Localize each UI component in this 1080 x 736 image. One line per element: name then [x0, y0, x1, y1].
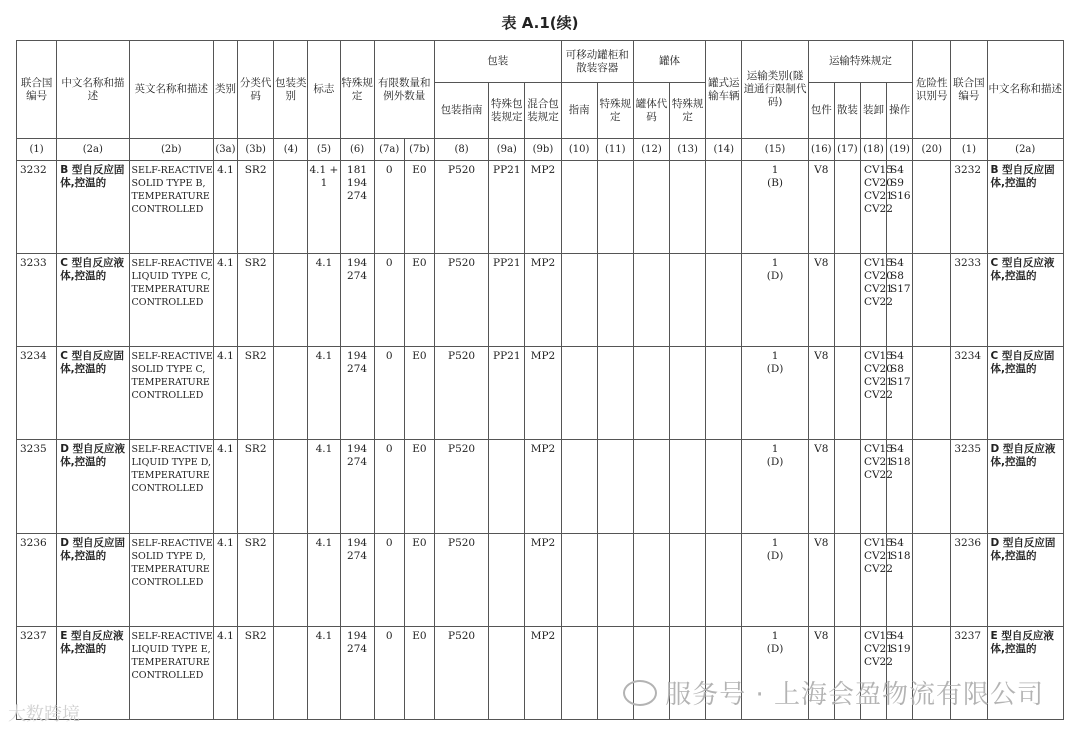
column-number: (9a): [489, 139, 525, 161]
un-no-right-cell: 3234: [951, 347, 987, 440]
header-portable-tanks: 可移动罐柜和散装容器: [561, 41, 633, 83]
column-number: (7b): [404, 139, 434, 161]
labels-cell: 4.1: [308, 254, 340, 347]
limited-quantity-cell: 0: [374, 440, 404, 533]
column-number: (15): [742, 139, 808, 161]
special-provisions-cell: 194 274: [340, 533, 374, 626]
un-no-cell: 3235: [17, 440, 57, 533]
labels-cell: 4.1 + 1: [308, 161, 340, 254]
packing-instructions-cell: P520: [434, 254, 488, 347]
column-number: (13): [670, 139, 706, 161]
tank-special-cell: [670, 161, 706, 254]
name-cn-right-cell: [987, 161, 1064, 254]
packing-instructions-cell: P520: [434, 533, 488, 626]
packing-group-cell: [274, 440, 308, 533]
ts-package-cell: V8: [808, 626, 834, 719]
watermark-text: 服务号 · 上海会盈物流有限公司: [665, 680, 1044, 710]
excepted-quantity-cell: E0: [404, 254, 434, 347]
column-number: (2a): [57, 139, 129, 161]
un-no-cell: 3237: [17, 626, 57, 719]
transport-category-cell: 1 (D): [742, 440, 808, 533]
special-provisions-cell: 194 274: [340, 254, 374, 347]
header-hazard-id: 危险性识别号: [913, 41, 951, 139]
ts-loading-cell: CV15 CV21 CV22: [860, 626, 886, 719]
header-un-no: 联合国编号: [17, 41, 57, 139]
table-title: 表 A.1(续): [501, 14, 579, 32]
name-cn-cell: [57, 533, 129, 626]
name-cn-text: 型自反应固体,控温的: [990, 350, 1055, 376]
column-number: (11): [597, 139, 633, 161]
column-number: (20): [913, 139, 951, 161]
ts-package-cell: V8: [808, 533, 834, 626]
tank-code-cell: [633, 533, 669, 626]
classification-code-cell: SR2: [238, 626, 274, 719]
name-en-cell: SELF-REACTIVE SOLID TYPE D, TEMPERATURE CONTROLLED: [129, 533, 213, 626]
column-number: (12): [633, 139, 669, 161]
header-class: 类别: [213, 41, 237, 139]
name-cn-type-letter: C: [990, 350, 999, 363]
portable-special-cell: [597, 347, 633, 440]
tank-special-cell: [670, 254, 706, 347]
mixed-packing-cell: MP2: [525, 254, 561, 347]
header-special-provisions: 特殊规定: [340, 41, 374, 139]
corner-mark: 大数跨境: [8, 704, 80, 725]
packing-group-cell: [274, 347, 308, 440]
packing-group-cell: [274, 533, 308, 626]
column-number: (17): [834, 139, 860, 161]
header-limited-quantities: 有限数量和例外数量: [374, 41, 434, 139]
classification-code-cell: SR2: [238, 533, 274, 626]
un-no-cell: 3232: [17, 161, 57, 254]
header-ts-package: 包件: [808, 83, 834, 139]
column-number: (8): [434, 139, 488, 161]
limited-quantity-cell: 0: [374, 347, 404, 440]
name-cn-right-cell: [987, 254, 1064, 347]
excepted-quantity-cell: E0: [404, 626, 434, 719]
column-number: (6): [340, 139, 374, 161]
header-name-en: 英文名称和描述: [129, 41, 213, 139]
column-number: (2a): [987, 139, 1064, 161]
un-no-cell: 3234: [17, 347, 57, 440]
classification-code-cell: SR2: [238, 254, 274, 347]
portable-special-cell: [597, 533, 633, 626]
column-number: (19): [887, 139, 913, 161]
hazard-id-cell: [913, 347, 951, 440]
hazard-id-cell: [913, 161, 951, 254]
transport-category-cell: 1 (B): [742, 161, 808, 254]
transport-category-cell: 1 (D): [742, 347, 808, 440]
portable-instructions-cell: [561, 626, 597, 719]
packing-instructions-cell: P520: [434, 161, 488, 254]
ts-package-cell: V8: [808, 440, 834, 533]
tank-special-cell: [670, 440, 706, 533]
excepted-quantity-cell: E0: [404, 347, 434, 440]
header-tank-special: 特殊规定: [670, 83, 706, 139]
header-tank-vehicle: 罐式运输车辆: [706, 41, 742, 139]
column-number: (1): [17, 139, 57, 161]
ts-operation-cell: S4 S18: [887, 533, 913, 626]
name-cn-text: 型自反应固体,控温的: [990, 536, 1056, 562]
header-ts-bulk: 散装: [834, 83, 860, 139]
name-cn-type-letter: E: [990, 629, 998, 642]
tank-vehicle-cell: [706, 533, 742, 626]
special-packing-cell: PP21: [489, 347, 525, 440]
ts-loading-cell: CV15 CV21 CV22: [860, 533, 886, 626]
header-transport-special: 运输特殊规定: [808, 41, 912, 83]
limited-quantity-cell: 0: [374, 161, 404, 254]
class-cell: 4.1: [213, 161, 237, 254]
transport-category-cell: 1 (D): [742, 533, 808, 626]
tank-code-cell: [633, 440, 669, 533]
name-cn-text: 型自反应液体,控温的: [990, 629, 1054, 655]
ts-loading-cell: CV15 CV20 CV21 CV22: [860, 347, 886, 440]
classification-code-cell: SR2: [238, 347, 274, 440]
transport-category-cell: 1 (D): [742, 254, 808, 347]
packing-instructions-cell: P520: [434, 347, 488, 440]
name-cn-cell: [57, 161, 129, 254]
hazard-id-cell: [913, 440, 951, 533]
column-number: (2b): [129, 139, 213, 161]
name-cn-type-letter: D: [60, 536, 69, 549]
table-row: [17, 533, 1064, 626]
column-number: (3b): [238, 139, 274, 161]
class-cell: 4.1: [213, 533, 237, 626]
header-tank: 罐体: [633, 41, 705, 83]
portable-special-cell: [597, 161, 633, 254]
ts-loading-cell: CV15 CV20 CV21 CV22: [860, 161, 886, 254]
column-number: (7a): [374, 139, 404, 161]
header-portable-special: 特殊规定: [597, 83, 633, 139]
ts-operation-cell: S4 S8 S17: [887, 347, 913, 440]
header-ts-operation: 操作: [887, 83, 913, 139]
ts-loading-cell: CV15 CV20 CV21 CV22: [860, 254, 886, 347]
ts-package-cell: V8: [808, 347, 834, 440]
packing-group-cell: [274, 254, 308, 347]
column-number: (14): [706, 139, 742, 161]
name-cn-type-letter: D: [990, 443, 1000, 456]
portable-instructions-cell: [561, 347, 597, 440]
header-packaging: 包装: [434, 41, 561, 83]
table-row: [17, 161, 1064, 254]
name-cn-type-letter: C: [60, 350, 68, 363]
header-labels: 标志: [308, 41, 340, 139]
packing-group-cell: [274, 626, 308, 719]
excepted-quantity-cell: E0: [404, 440, 434, 533]
tank-vehicle-cell: [706, 254, 742, 347]
mixed-packing-cell: MP2: [525, 533, 561, 626]
table-row: [17, 347, 1064, 440]
name-cn-text: 型自反应液体,控温的: [990, 443, 1056, 469]
column-number: (10): [561, 139, 597, 161]
limited-quantity-cell: 0: [374, 254, 404, 347]
column-number: (4): [274, 139, 308, 161]
dangerous-goods-table: [16, 40, 1064, 720]
ts-bulk-cell: [834, 440, 860, 533]
tank-vehicle-cell: [706, 161, 742, 254]
special-packing-cell: PP21: [489, 161, 525, 254]
hazard-id-cell: [913, 254, 951, 347]
table-row: [17, 440, 1064, 533]
un-no-right-cell: 3233: [951, 254, 987, 347]
name-cn-text: 型自反应液体,控温的: [60, 257, 125, 283]
tank-special-cell: [670, 347, 706, 440]
name-cn-type-letter: B: [990, 164, 999, 176]
name-en-cell: SELF-REACTIVE SOLID TYPE C, TEMPERATURE CONTROLLED: [129, 347, 213, 440]
un-no-right-cell: 3232: [951, 161, 987, 254]
labels-cell: 4.1: [308, 626, 340, 719]
tank-code-cell: [633, 254, 669, 347]
ts-bulk-cell: [834, 347, 860, 440]
name-cn-type-letter: D: [60, 443, 69, 456]
classification-code-cell: SR2: [238, 440, 274, 533]
name-cn-text: 型自反应固体,控温的: [60, 164, 125, 189]
portable-instructions-cell: [561, 254, 597, 347]
watermark: [623, 674, 1044, 711]
packing-group-cell: [274, 161, 308, 254]
header-un-no-right: 联合国编号: [951, 41, 987, 139]
name-cn-text: 型自反应液体,控温的: [60, 443, 126, 469]
name-cn-text: 型自反应液体,控温的: [990, 257, 1055, 283]
tank-vehicle-cell: [706, 347, 742, 440]
tank-code-cell: [633, 347, 669, 440]
special-provisions-cell: 194 274: [340, 626, 374, 719]
header-name-cn-right: 中文名称和描述: [987, 41, 1064, 139]
header-classification-code: 分类代码: [238, 41, 274, 139]
labels-cell: 4.1: [308, 440, 340, 533]
header-packing-group: 包装类别: [274, 41, 308, 139]
un-no-cell: 3233: [17, 254, 57, 347]
name-cn-type-letter: C: [990, 257, 999, 270]
name-en-cell: SELF-REACTIVE LIQUID TYPE C, TEMPERATURE CONTROLLED: [129, 254, 213, 347]
column-number-row: [17, 139, 1064, 161]
mixed-packing-cell: MP2: [525, 626, 561, 719]
name-cn-cell: [57, 347, 129, 440]
name-cn-text: 型自反应固体,控温的: [60, 536, 126, 562]
header-ts-loading: 装卸: [860, 83, 886, 139]
ts-operation-cell: S4 S18: [887, 440, 913, 533]
class-cell: 4.1: [213, 626, 237, 719]
name-en-cell: SELF-REACTIVE LIQUID TYPE D, TEMPERATURE CONTROLLED: [129, 440, 213, 533]
excepted-quantity-cell: E0: [404, 161, 434, 254]
portable-instructions-cell: [561, 533, 597, 626]
un-no-right-cell: 3235: [951, 440, 987, 533]
ts-operation-cell: S4 S19: [887, 626, 913, 719]
mixed-packing-cell: MP2: [525, 440, 561, 533]
column-number: (16): [808, 139, 834, 161]
name-cn-type-letter: D: [990, 536, 1000, 549]
transport-category-cell: 1 (D): [742, 626, 808, 719]
header-transport-category: 运输类别(隧道通行限制代码): [742, 41, 808, 139]
name-en-cell: SELF-REACTIVE LIQUID TYPE E, TEMPERATURE CONTROLLED: [129, 626, 213, 719]
column-number: (3a): [213, 139, 237, 161]
special-packing-cell: PP21: [489, 254, 525, 347]
header-mixed-packing: 混合包装规定: [525, 83, 561, 139]
name-cn-type-letter: B: [60, 164, 69, 176]
mixed-packing-cell: MP2: [525, 161, 561, 254]
tank-special-cell: [670, 533, 706, 626]
tank-code-cell: [633, 161, 669, 254]
class-cell: 4.1: [213, 254, 237, 347]
name-cn-cell: [57, 440, 129, 533]
header-portable-instructions: 指南: [561, 83, 597, 139]
special-provisions-cell: 194 274: [340, 347, 374, 440]
header-name-cn: 中文名称和描述: [57, 41, 129, 139]
name-cn-type-letter: E: [60, 629, 68, 642]
name-en-cell: SELF-REACTIVE SOLID TYPE B, TEMPERATURE CONTROLLED: [129, 161, 213, 254]
excepted-quantity-cell: E0: [404, 533, 434, 626]
labels-cell: 4.1: [308, 533, 340, 626]
class-cell: 4.1: [213, 347, 237, 440]
portable-instructions-cell: [561, 161, 597, 254]
ts-bulk-cell: [834, 533, 860, 626]
special-provisions-cell: 194 274: [340, 440, 374, 533]
ts-package-cell: V8: [808, 254, 834, 347]
limited-quantity-cell: 0: [374, 533, 404, 626]
column-number: (18): [860, 139, 886, 161]
header-packing-instructions: 包装指南: [434, 83, 488, 139]
ts-operation-cell: S4 S8 S17: [887, 254, 913, 347]
un-no-right-cell: 3237: [951, 626, 987, 719]
name-cn-right-cell: [987, 440, 1064, 533]
class-cell: 4.1: [213, 440, 237, 533]
name-cn-type-letter: C: [60, 257, 68, 270]
table-row: [17, 254, 1064, 347]
limited-quantity-cell: 0: [374, 626, 404, 719]
special-provisions-cell: 181 194 274: [340, 161, 374, 254]
special-packing-cell: [489, 626, 525, 719]
packing-instructions-cell: P520: [434, 626, 488, 719]
ts-bulk-cell: [834, 161, 860, 254]
packing-instructions-cell: P520: [434, 440, 488, 533]
name-cn-text: 型自反应固体,控温的: [60, 350, 125, 376]
table-body: [17, 161, 1064, 720]
mixed-packing-cell: MP2: [525, 347, 561, 440]
column-number: (5): [308, 139, 340, 161]
labels-cell: 4.1: [308, 347, 340, 440]
name-cn-cell: [57, 254, 129, 347]
classification-code-cell: SR2: [238, 161, 274, 254]
portable-special-cell: [597, 254, 633, 347]
ts-bulk-cell: [834, 254, 860, 347]
special-packing-cell: [489, 440, 525, 533]
un-no-right-cell: 3236: [951, 533, 987, 626]
portable-special-cell: [597, 440, 633, 533]
ts-operation-cell: S4 S9 S16: [887, 161, 913, 254]
name-cn-text: 型自反应液体,控温的: [60, 629, 124, 655]
header-tank-code: 罐体代码: [633, 83, 669, 139]
column-number: (1): [951, 139, 987, 161]
portable-instructions-cell: [561, 440, 597, 533]
name-cn-text: 型自反应固体,控温的: [990, 164, 1055, 189]
ts-package-cell: V8: [808, 161, 834, 254]
header-special-packing: 特殊包装规定: [489, 83, 525, 139]
column-number: (9b): [525, 139, 561, 161]
un-no-cell: 3236: [17, 533, 57, 626]
special-packing-cell: [489, 533, 525, 626]
wechat-icon: [623, 680, 657, 706]
hazard-id-cell: [913, 533, 951, 626]
tank-vehicle-cell: [706, 440, 742, 533]
name-cn-right-cell: [987, 533, 1064, 626]
ts-loading-cell: CV15 CV21 CV22: [860, 440, 886, 533]
name-cn-right-cell: [987, 347, 1064, 440]
